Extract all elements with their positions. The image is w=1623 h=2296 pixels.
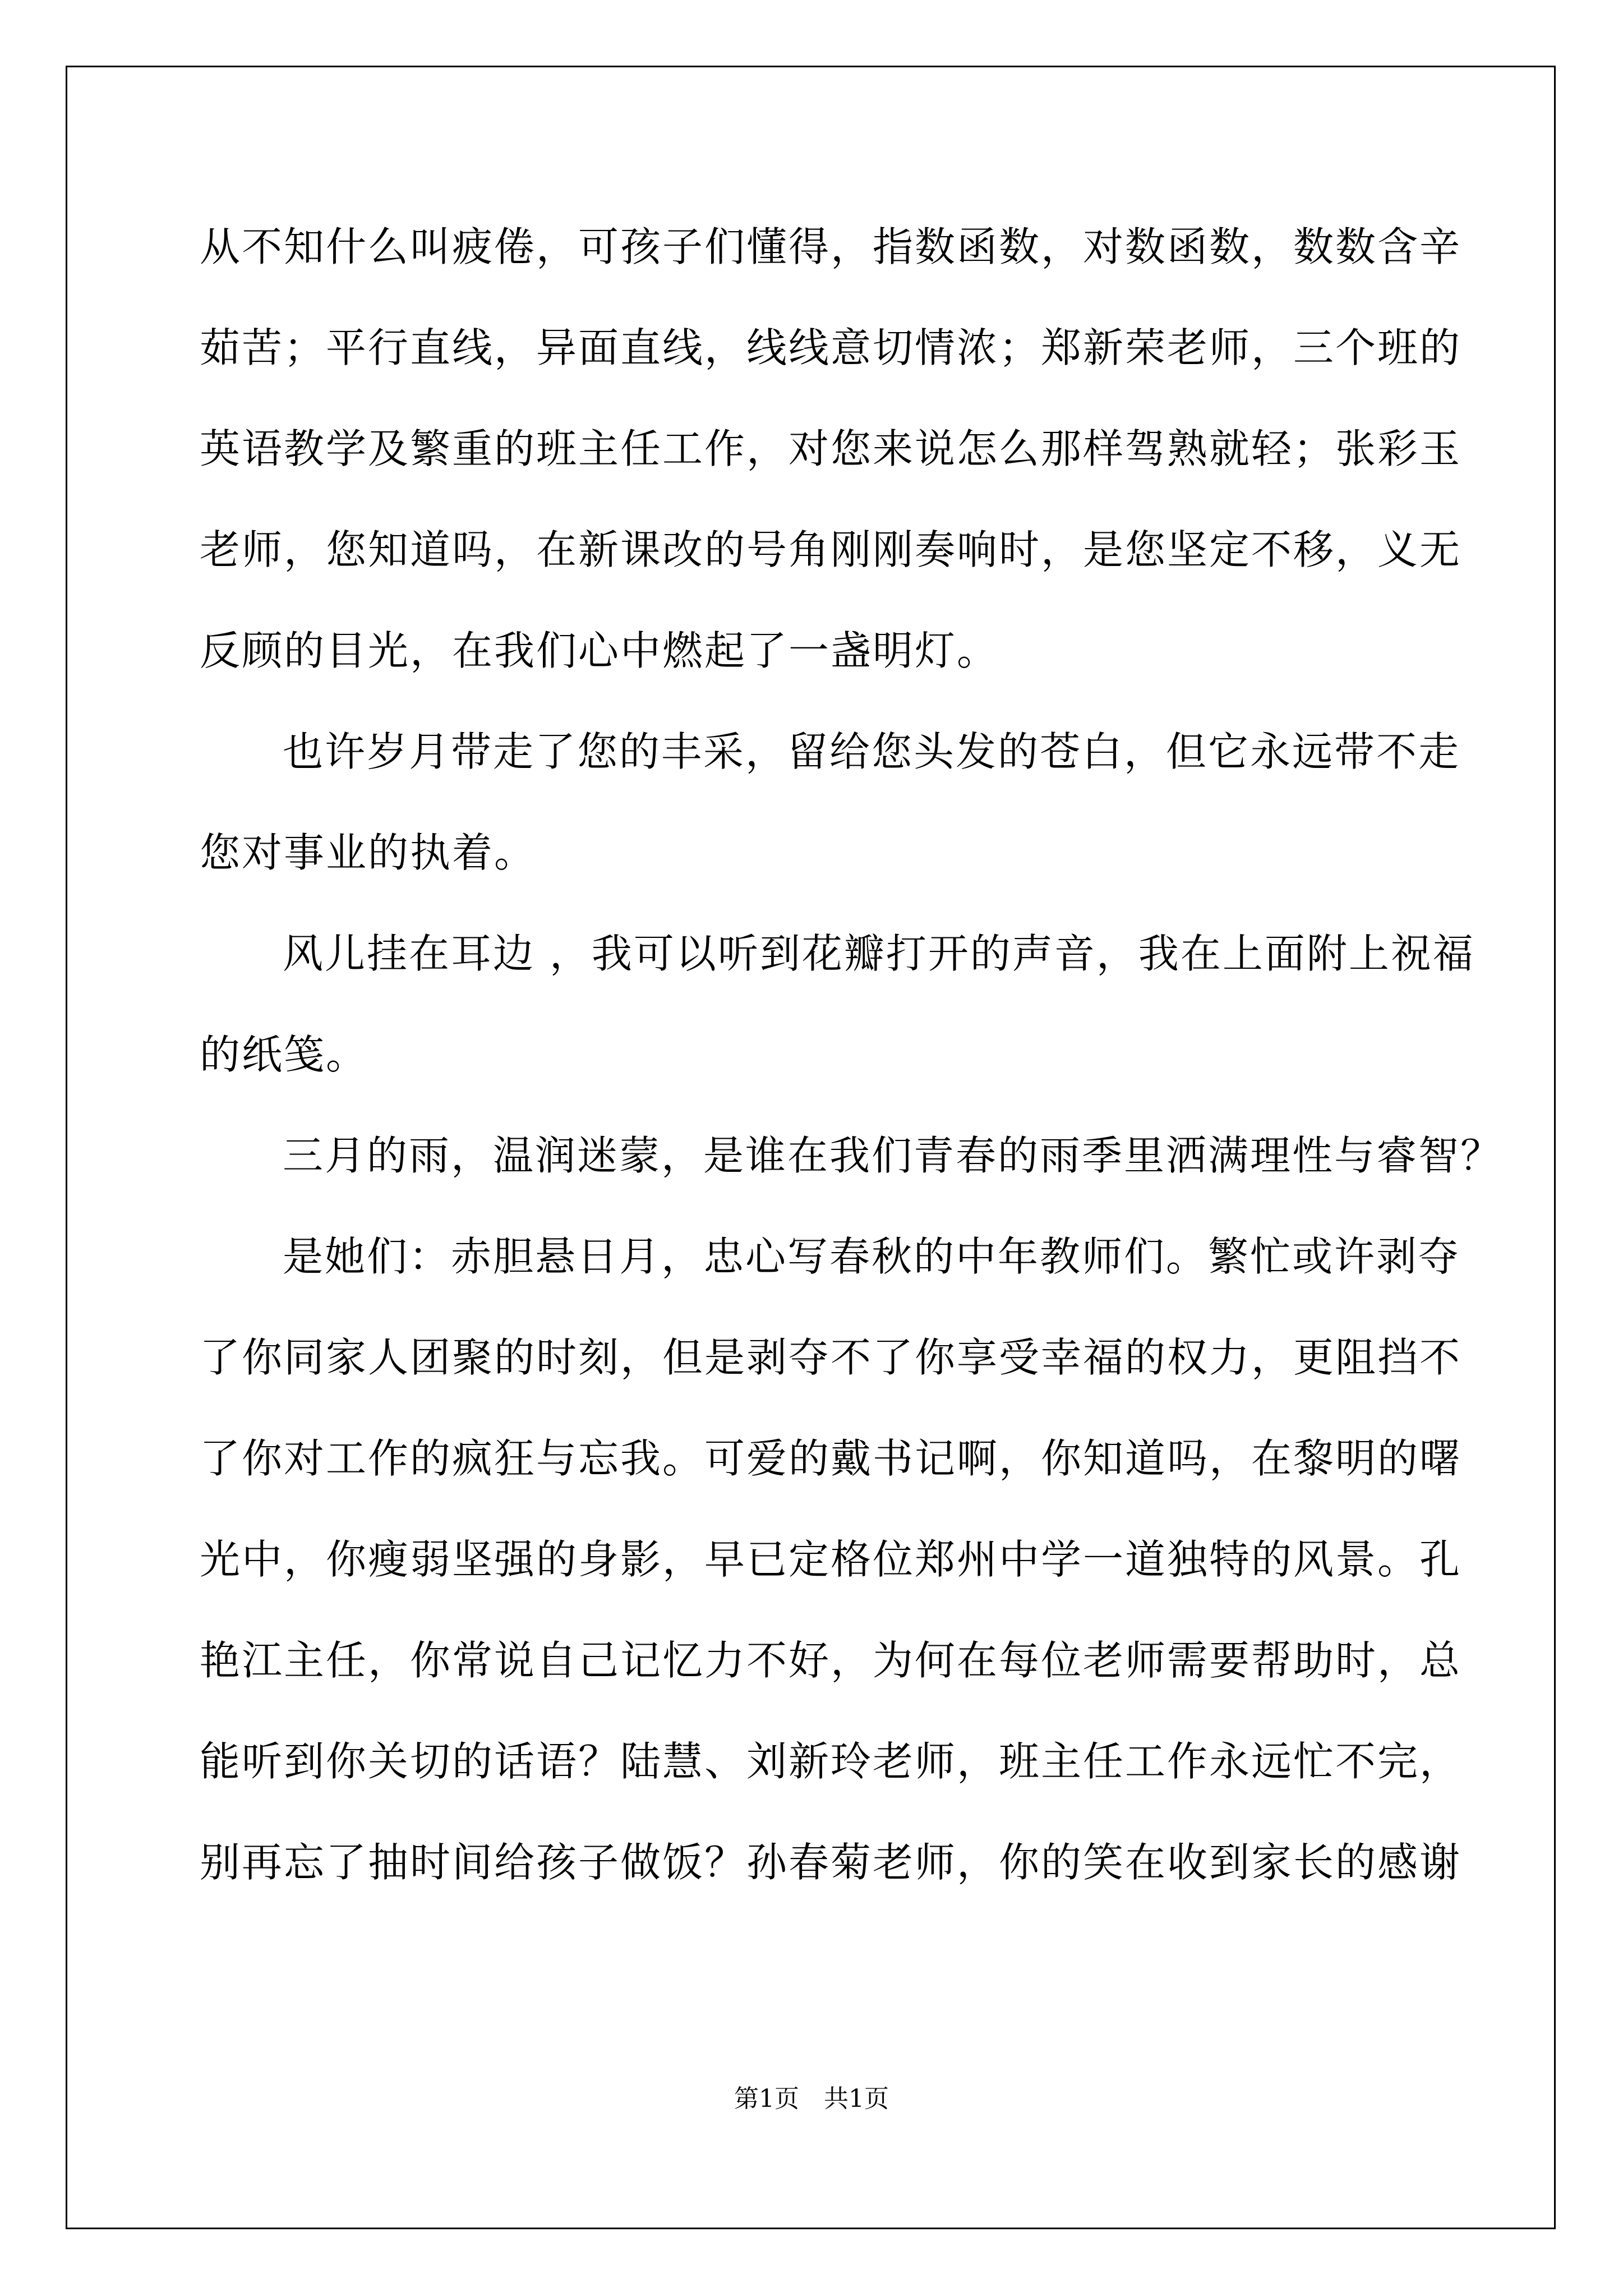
text-line: 三月的雨，温润迷蒙，是谁在我们青春的雨季里洒满理性与睿智？ — [283, 1132, 1503, 1179]
text-line: 茹苦；平行直线，异面直线，线线意切情浓；郑新荣老师，三个班的 — [200, 324, 1462, 371]
text-line: 反顾的目光，在我们心中燃起了一盏明灯。 — [200, 627, 999, 674]
page-footer: 第1页 共1页 — [734, 2085, 889, 2113]
text-line: 也许岁月带走了您的丰采，留给您头发的苍白，但它永远带不走 — [283, 728, 1461, 775]
text-line: 英语教学及繁重的班主任工作，对您来说怎么那样驾熟就轻；张彩玉 — [200, 425, 1462, 472]
text-line: 光中，你瘦弱坚强的身影，早已定格位郑州中学一道独特的风景。孔 — [200, 1536, 1462, 1583]
text-line: 艳江主任，你常说自己记忆力不好，为何在每位老师需要帮助时，总 — [200, 1637, 1462, 1684]
text-line: 是她们：赤胆悬日月，忠心写春秋的中年教师们。繁忙或许剥夺 — [283, 1233, 1461, 1280]
text-line: 了你对工作的疯狂与忘我。可爱的戴书记啊，你知道吗，在黎明的曙 — [200, 1435, 1462, 1482]
text-line: 从不知什么叫疲倦，可孩子们懂得，指数函数，对数函数，数数含辛 — [200, 223, 1462, 270]
text-line: 风儿挂在耳边 ，我可以听到花瓣打开的声音，我在上面附上祝福 — [283, 930, 1475, 977]
text-line: 老师，您知道吗，在新课改的号角刚刚奏响时，是您坚定不移，义无 — [200, 526, 1462, 573]
text-line: 能听到你关切的话语？陆慧、刘新玲老师，班主任工作永远忙不完， — [200, 1738, 1462, 1785]
text-line: 您对事业的执着。 — [200, 829, 537, 876]
text-line: 的纸笺。 — [200, 1031, 368, 1078]
text-line: 了你同家人团聚的时刻，但是剥夺不了你享受幸福的权力，更阻挡不 — [200, 1334, 1462, 1381]
text-line: 别再忘了抽时间给孩子做饭？孙春菊老师，你的笑在收到家长的感谢 — [200, 1839, 1462, 1886]
